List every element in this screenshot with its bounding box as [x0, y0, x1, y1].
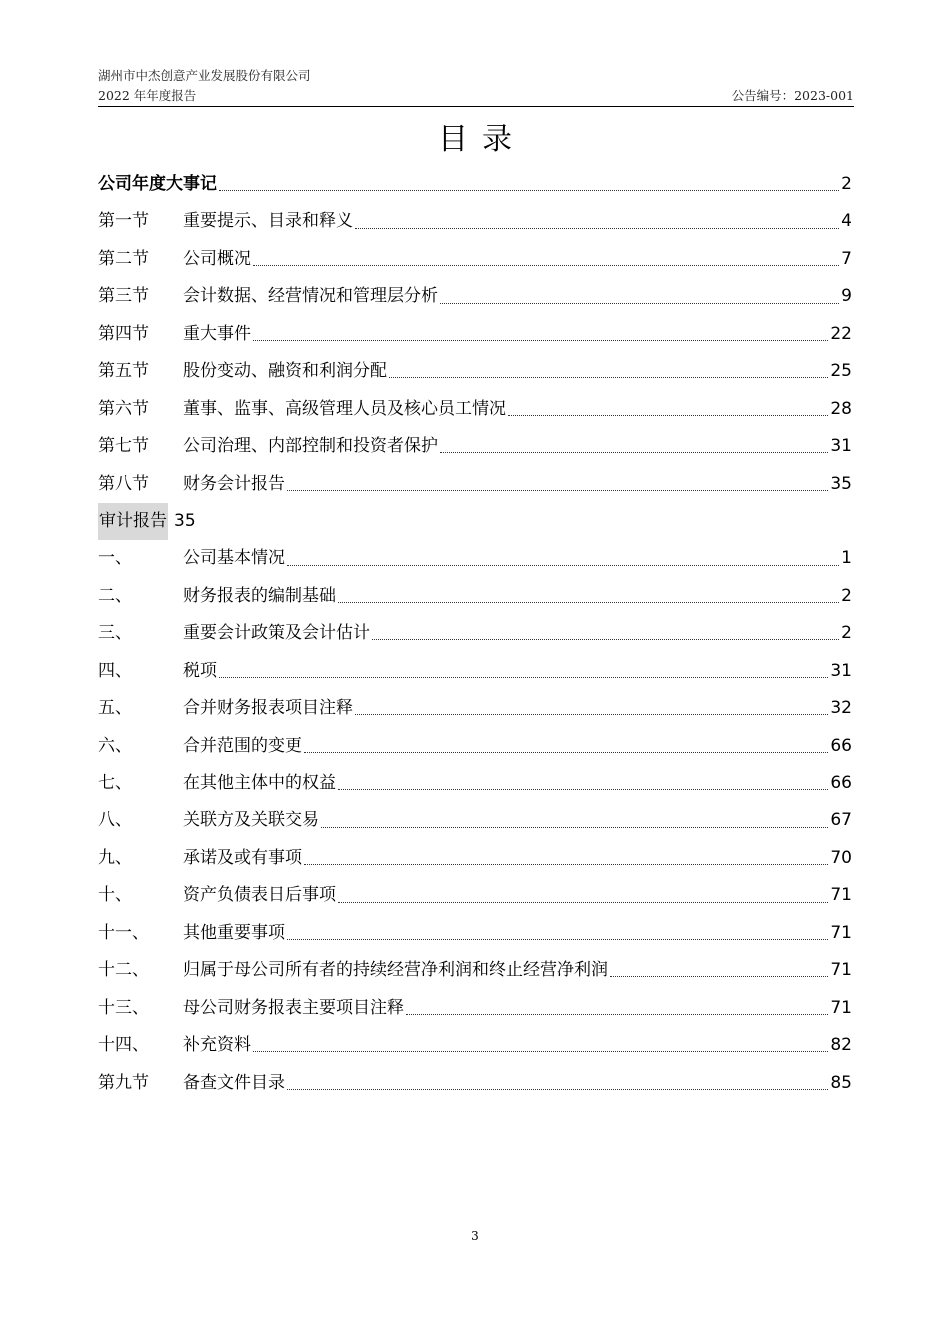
header-announcement: 公告编号：2023-001 [731, 88, 854, 103]
toc-entry-title: 其他重要事项 [183, 922, 285, 943]
toc-dot-leader [389, 377, 828, 378]
toc-dot-leader [287, 939, 828, 940]
toc-entry[interactable] [98, 615, 852, 652]
toc-dot-leader [508, 415, 828, 416]
toc-entry-page: 2 [841, 174, 852, 194]
toc-entry-title: 在其他主体中的权益 [183, 773, 336, 793]
toc-entry-page: 71 [830, 997, 852, 1018]
header-second-line [98, 86, 854, 106]
toc-entry-title: 重要提示、目录和释义 [183, 211, 353, 232]
header-divider [98, 106, 854, 107]
toc-dot-leader [287, 490, 828, 491]
toc-entry-title: 资产负债表日后事项 [183, 885, 336, 906]
toc-entry-title: 承诺及或有事项 [183, 847, 302, 868]
toc-dot-leader [304, 752, 828, 753]
toc-entry-section: 八、 [98, 810, 132, 831]
toc-entry[interactable] [98, 765, 852, 802]
toc-entry-page: 71 [830, 960, 852, 981]
toc-dot-leader [355, 714, 828, 715]
toc-dot-leader [287, 1089, 828, 1090]
toc-entry-title: 公司治理、内部控制和投资者保护 [183, 436, 438, 457]
toc-entry[interactable] [98, 428, 852, 465]
page-header [98, 66, 854, 106]
toc-entry-section: 十、 [98, 885, 132, 906]
toc-entry-title: 补充资料 [183, 1035, 251, 1056]
toc-entry-page: 31 [830, 660, 852, 681]
toc-entry[interactable] [98, 241, 852, 278]
toc-entry-page: 9 [841, 286, 852, 307]
toc-entry-page: 2 [841, 585, 852, 606]
toc-entry-section: 十四、 [98, 1035, 149, 1056]
toc-dot-leader [338, 902, 828, 903]
toc-entry-title: 备查文件目录 [183, 1072, 285, 1093]
toc-entry-page: 31 [830, 436, 852, 457]
toc-dot-leader [304, 864, 828, 865]
toc-entry[interactable] [98, 653, 852, 690]
toc-entry-page: 70 [830, 847, 852, 868]
toc-entry[interactable] [98, 840, 852, 877]
toc-entry-page: 71 [830, 885, 852, 906]
toc-entry-page: 85 [830, 1072, 852, 1093]
toc-dot-leader [338, 602, 839, 603]
toc-entry-title: 公司概况 [183, 248, 251, 269]
toc-entry-section: 第四节 [98, 323, 149, 344]
toc-entry-section: 第八节 [98, 473, 149, 494]
toc-entry-title: 财务报表的编制基础 [183, 585, 336, 606]
toc-entry-page: 66 [830, 735, 852, 756]
toc-entry[interactable] [98, 466, 852, 503]
toc-entry-section: 四、 [98, 660, 132, 681]
toc-dot-leader [372, 639, 839, 640]
toc-entry-page: 67 [830, 810, 852, 831]
toc-entry-page: 22 [830, 323, 852, 344]
toc-entry-title: 审计报告 [98, 503, 168, 540]
toc-entry-section: 第三节 [98, 286, 149, 307]
toc-entry-section: 第七节 [98, 436, 149, 457]
toc-entry[interactable] [98, 1027, 852, 1064]
toc-entry[interactable] [98, 353, 852, 390]
toc-entry-page: 28 [830, 398, 852, 419]
toc-entry-section: 三、 [98, 623, 132, 644]
toc-dot-leader [338, 789, 828, 790]
toc-entry-section: 二、 [98, 585, 132, 606]
toc-entry-section: 七、 [98, 773, 132, 793]
toc-dot-leader [321, 827, 828, 828]
toc-entry-title: 合并财务报表项目注释 [183, 698, 353, 719]
toc-entry-page: 2 [841, 623, 852, 644]
toc-entry-section: 第五节 [98, 361, 149, 382]
toc-dot-leader [440, 452, 828, 453]
toc-entry-section: 第一节 [98, 211, 149, 232]
toc-entry-section: 六、 [98, 735, 132, 756]
toc-entry-page: 32 [830, 698, 852, 719]
toc-dot-leader [253, 265, 839, 266]
toc-entry-section: 十一、 [98, 922, 149, 943]
toc-entry[interactable] [98, 877, 852, 914]
toc-dot-leader [610, 976, 828, 977]
toc-entry-page: 7 [841, 248, 852, 269]
toc-dot-leader [440, 303, 839, 304]
toc-entry-title: 母公司财务报表主要项目注释 [183, 997, 404, 1018]
toc-entry-title: 合并范围的变更 [183, 735, 302, 756]
toc-entry-section: 九、 [98, 847, 132, 868]
toc-entry-section: 十二、 [98, 960, 149, 981]
toc-entry[interactable] [98, 503, 852, 540]
toc-entry-page: 4 [841, 211, 852, 232]
toc-entry-title: 重要会计政策及会计估计 [183, 623, 370, 644]
toc-dot-leader [219, 677, 828, 678]
toc-dot-leader [406, 1014, 828, 1015]
toc-entry[interactable] [98, 203, 852, 240]
toc-entry[interactable] [98, 166, 852, 203]
page-title: 目录 [438, 122, 526, 157]
toc-entry-page: 82 [830, 1035, 852, 1056]
toc-entry-page: 1 [841, 548, 852, 569]
toc-entry-title: 股份变动、融资和利润分配 [183, 361, 387, 382]
toc-entry-title: 重大事件 [183, 323, 251, 344]
page-number: 3 [471, 1229, 479, 1243]
header-report: 2022 年年度报告 [98, 88, 197, 103]
toc-entry-page: 71 [830, 922, 852, 943]
toc-entry[interactable] [98, 728, 852, 765]
toc-dot-leader [355, 228, 839, 229]
toc-entry-section: 第九节 [98, 1072, 149, 1093]
toc-entry-page: 35 [174, 510, 196, 531]
toc-entry[interactable] [98, 915, 852, 952]
toc-entry-page: 25 [830, 361, 852, 382]
toc-dot-leader [253, 1051, 828, 1052]
toc-entry-title: 公司基本情况 [183, 548, 285, 569]
toc-entry-section: 第六节 [98, 398, 149, 419]
toc-entry-section: 第二节 [98, 248, 149, 269]
toc-entry[interactable] [98, 578, 852, 615]
toc-entry[interactable] [98, 1065, 852, 1102]
toc-entry-page: 66 [830, 773, 852, 793]
toc-entry-title: 财务会计报告 [183, 473, 285, 494]
toc-entry[interactable] [98, 540, 852, 577]
toc-entry[interactable] [98, 278, 852, 315]
toc-entry[interactable] [98, 802, 852, 839]
header-company: 湖州市中杰创意产业发展股份有限公司 [98, 68, 311, 83]
toc-entry[interactable] [98, 952, 852, 989]
toc-entry-title: 会计数据、经营情况和管理层分析 [183, 286, 438, 307]
toc-entry[interactable] [98, 391, 852, 428]
toc-entry-title: 归属于母公司所有者的持续经营净利润和终止经营净利润 [183, 960, 608, 981]
toc-entry-title: 关联方及关联交易 [183, 810, 319, 831]
table-of-contents [98, 166, 852, 1102]
toc-entry-page: 35 [830, 473, 852, 494]
toc-entry[interactable] [98, 316, 852, 353]
toc-entry-title: 公司年度大事记 [98, 174, 217, 194]
toc-entry[interactable] [98, 990, 852, 1027]
toc-entry-title: 税项 [183, 660, 217, 681]
toc-entry[interactable] [98, 690, 852, 727]
toc-dot-leader [253, 340, 828, 341]
toc-entry-section: 五、 [98, 698, 132, 719]
toc-dot-leader [287, 565, 839, 566]
toc-dot-leader [219, 190, 839, 191]
toc-entry-title: 董事、监事、高级管理人员及核心员工情况 [183, 398, 506, 419]
toc-entry-section: 十三、 [98, 997, 149, 1018]
toc-entry-section: 一、 [98, 548, 132, 569]
